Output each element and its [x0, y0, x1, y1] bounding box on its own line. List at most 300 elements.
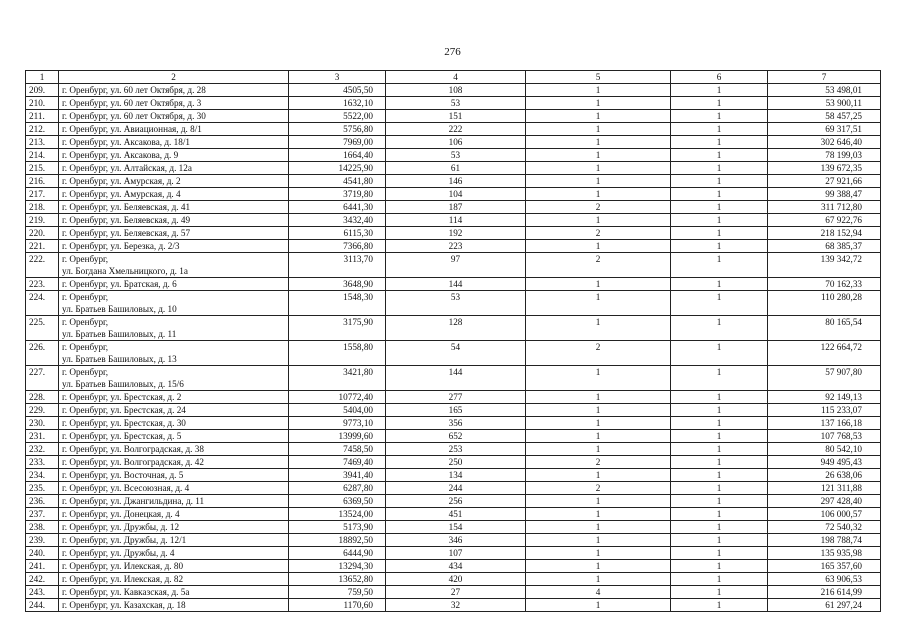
column-5-cell: 2: [526, 201, 671, 214]
table-row: [26, 586, 881, 599]
row-number: 244.: [26, 599, 59, 612]
address-cell: [59, 573, 289, 586]
row-number: 227.: [26, 366, 59, 391]
amount-cell: 311 712,80: [768, 201, 881, 214]
table-row: [26, 521, 881, 534]
area-cell: 1558,80: [289, 341, 386, 366]
column-6-cell: 1: [671, 291, 768, 316]
column-5-cell: 2: [526, 341, 671, 366]
table-row: [26, 456, 881, 469]
table-row: [26, 175, 881, 188]
address-cell: [59, 136, 289, 149]
table-row: [26, 547, 881, 560]
column-6-cell: 1: [671, 149, 768, 162]
column-6-cell: 1: [671, 495, 768, 508]
count-cell: 53: [386, 149, 526, 162]
address-cell: [59, 240, 289, 253]
table-row: [26, 341, 881, 366]
column-6-cell: 1: [671, 469, 768, 482]
address-line: г. Оренбург, ул. Брестская, д. 5: [62, 431, 182, 441]
address-line: г. Оренбург, ул. Дружбы, д. 4: [62, 548, 175, 558]
address-cell: [59, 586, 289, 599]
count-cell: 222: [386, 123, 526, 136]
column-5-cell: 1: [526, 534, 671, 547]
table-row: [26, 227, 881, 240]
count-cell: 54: [386, 341, 526, 366]
amount-cell: 72 540,32: [768, 521, 881, 534]
address-line: г. Оренбург, ул. Дружбы, д. 12/1: [62, 535, 187, 545]
column-6-cell: 1: [671, 508, 768, 521]
table-row: [26, 291, 881, 316]
area-cell: 4541,80: [289, 175, 386, 188]
address-cell: [59, 97, 289, 110]
count-cell: 253: [386, 443, 526, 456]
address-cell: [59, 391, 289, 404]
count-cell: 128: [386, 316, 526, 341]
address-cell: [59, 495, 289, 508]
row-number: 226.: [26, 341, 59, 366]
address-line: г. Оренбург, ул. Брестская, д. 30: [62, 418, 186, 428]
column-6-cell: 1: [671, 162, 768, 175]
row-number: 220.: [26, 227, 59, 240]
amount-cell: 121 311,88: [768, 482, 881, 495]
address-cell: [59, 278, 289, 291]
area-cell: 5404,00: [289, 404, 386, 417]
area-cell: 5173,90: [289, 521, 386, 534]
row-number: 238.: [26, 521, 59, 534]
count-cell: 108: [386, 84, 526, 97]
row-number: 239.: [26, 534, 59, 547]
table-row: [26, 443, 881, 456]
amount-cell: 57 907,80: [768, 366, 881, 391]
page-number: 276: [444, 46, 461, 58]
column-5-cell: 1: [526, 97, 671, 110]
area-cell: 1170,60: [289, 599, 386, 612]
area-cell: 10772,40: [289, 391, 386, 404]
column-5-cell: 1: [526, 110, 671, 123]
address-line: г. Оренбург, ул. Беляевская, д. 41: [62, 202, 191, 212]
address-line: г. Оренбург,: [62, 254, 109, 264]
address-cell: [59, 366, 289, 391]
count-cell: 104: [386, 188, 526, 201]
table-row: [26, 278, 881, 291]
column-6-cell: 1: [671, 586, 768, 599]
address-cell: [59, 316, 289, 341]
address-line: г. Оренбург, ул. Волгоградская, д. 42: [62, 457, 204, 467]
column-5-cell: 1: [526, 495, 671, 508]
count-cell: 356: [386, 417, 526, 430]
column-5-cell: 1: [526, 316, 671, 341]
amount-cell: 53 498,01: [768, 84, 881, 97]
column-6-cell: 1: [671, 521, 768, 534]
amount-cell: 115 233,07: [768, 404, 881, 417]
address-line-2: ул. Братьев Башиловых, д. 13: [62, 354, 177, 364]
column-5-cell: 1: [526, 443, 671, 456]
amount-cell: 78 199,03: [768, 149, 881, 162]
row-number: 230.: [26, 417, 59, 430]
address-line: г. Оренбург,: [62, 292, 109, 302]
count-cell: 114: [386, 214, 526, 227]
area-cell: 6287,80: [289, 482, 386, 495]
row-number: 215.: [26, 162, 59, 175]
column-6-cell: 1: [671, 240, 768, 253]
table-row: [26, 508, 881, 521]
address-cell: [59, 404, 289, 417]
area-cell: 3941,40: [289, 469, 386, 482]
address-line: г. Оренбург, ул. Донецкая, д. 4: [62, 509, 180, 519]
row-number: 218.: [26, 201, 59, 214]
address-line: г. Оренбург, ул. Волгоградская, д. 38: [62, 444, 204, 454]
area-cell: 3432,40: [289, 214, 386, 227]
row-number: 225.: [26, 316, 59, 341]
column-6-cell: 1: [671, 201, 768, 214]
area-cell: 7469,40: [289, 456, 386, 469]
address-line: г. Оренбург, ул. Илекская, д. 82: [62, 574, 184, 584]
area-cell: 3421,80: [289, 366, 386, 391]
amount-cell: 58 457,25: [768, 110, 881, 123]
table-row: [26, 84, 881, 97]
amount-cell: 139 672,35: [768, 162, 881, 175]
area-cell: 1632,10: [289, 97, 386, 110]
table-row: [26, 391, 881, 404]
area-cell: 9773,10: [289, 417, 386, 430]
area-cell: 3113,70: [289, 253, 386, 278]
table-row: [26, 366, 881, 391]
address-line: г. Оренбург, ул. Брестская, д. 24: [62, 405, 186, 415]
table-row: [26, 136, 881, 149]
area-cell: 5522,00: [289, 110, 386, 123]
count-cell: 53: [386, 291, 526, 316]
area-cell: 5756,80: [289, 123, 386, 136]
column-5-cell: 1: [526, 123, 671, 136]
count-cell: 420: [386, 573, 526, 586]
amount-cell: 110 280,28: [768, 291, 881, 316]
address-cell: [59, 110, 289, 123]
column-6-cell: 1: [671, 227, 768, 240]
column-6-cell: 1: [671, 175, 768, 188]
column-6-cell: 1: [671, 188, 768, 201]
amount-cell: 63 906,53: [768, 573, 881, 586]
column-5-cell: 1: [526, 84, 671, 97]
column-6-cell: 1: [671, 136, 768, 149]
table-row: [26, 430, 881, 443]
column-5-cell: 1: [526, 136, 671, 149]
column-6-cell: 1: [671, 341, 768, 366]
amount-cell: 26 638,06: [768, 469, 881, 482]
column-5-cell: 2: [526, 456, 671, 469]
table-row: [26, 495, 881, 508]
row-number: 214.: [26, 149, 59, 162]
count-cell: 165: [386, 404, 526, 417]
address-line-2: ул. Братьев Башиловых, д. 10: [62, 304, 177, 314]
address-cell: [59, 84, 289, 97]
amount-cell: 122 664,72: [768, 341, 881, 366]
count-cell: 256: [386, 495, 526, 508]
column-5-cell: 1: [526, 560, 671, 573]
table-row: [26, 469, 881, 482]
address-line: г. Оренбург, ул. Джангильдина, д. 11: [62, 496, 205, 506]
address-cell: [59, 482, 289, 495]
address-cell: [59, 469, 289, 482]
address-cell: [59, 560, 289, 573]
table-row: [26, 573, 881, 586]
address-line: г. Оренбург, ул. 60 лет Октября, д. 30: [62, 111, 206, 121]
row-number: 236.: [26, 495, 59, 508]
amount-cell: 68 385,37: [768, 240, 881, 253]
amount-cell: 135 935,98: [768, 547, 881, 560]
count-cell: 61: [386, 162, 526, 175]
table-row: [26, 534, 881, 547]
area-cell: 3175,90: [289, 316, 386, 341]
column-header: 5: [526, 71, 671, 84]
count-cell: 223: [386, 240, 526, 253]
table-row: [26, 149, 881, 162]
column-5-cell: 1: [526, 404, 671, 417]
address-cell: [59, 508, 289, 521]
address-line-2: ул. Богдана Хмельницкого, д. 1а: [62, 266, 188, 276]
count-cell: 53: [386, 97, 526, 110]
column-header: 2: [59, 71, 289, 84]
address-line: г. Оренбург, ул. 60 лет Октября, д. 28: [62, 85, 206, 95]
address-cell: [59, 123, 289, 136]
address-line: г. Оренбург, ул. Березка, д. 2/3: [62, 241, 180, 251]
address-cell: [59, 443, 289, 456]
amount-cell: 297 428,40: [768, 495, 881, 508]
address-line-2: ул. Братьев Башиловых, д. 15/6: [62, 379, 184, 389]
amount-cell: 165 357,60: [768, 560, 881, 573]
column-6-cell: 1: [671, 456, 768, 469]
column-5-cell: 1: [526, 417, 671, 430]
address-line: г. Оренбург, ул. Всесоюзная, д. 4: [62, 483, 190, 493]
table-row: [26, 201, 881, 214]
area-cell: 14225,90: [289, 162, 386, 175]
area-cell: 13524,00: [289, 508, 386, 521]
address-cell: [59, 430, 289, 443]
count-cell: 451: [386, 508, 526, 521]
amount-cell: 70 162,33: [768, 278, 881, 291]
row-number: 211.: [26, 110, 59, 123]
address-line: г. Оренбург, ул. Амурская, д. 4: [62, 189, 181, 199]
amount-cell: 53 900,11: [768, 97, 881, 110]
column-header: 7: [768, 71, 881, 84]
amount-cell: 949 495,43: [768, 456, 881, 469]
amount-cell: 69 317,51: [768, 123, 881, 136]
row-number: 212.: [26, 123, 59, 136]
address-cell: [59, 599, 289, 612]
count-cell: 151: [386, 110, 526, 123]
count-cell: 106: [386, 136, 526, 149]
amount-cell: 106 000,57: [768, 508, 881, 521]
area-cell: 6369,50: [289, 495, 386, 508]
address-line: г. Оренбург, ул. Казахская, д. 18: [62, 600, 186, 610]
column-5-cell: 1: [526, 599, 671, 612]
table-row: [26, 97, 881, 110]
column-6-cell: 1: [671, 443, 768, 456]
address-cell: [59, 175, 289, 188]
address-line: г. Оренбург, ул. Братская, д. 6: [62, 279, 177, 289]
count-cell: 154: [386, 521, 526, 534]
table-row: [26, 417, 881, 430]
amount-cell: 198 788,74: [768, 534, 881, 547]
address-cell: [59, 341, 289, 366]
column-5-cell: 2: [526, 227, 671, 240]
row-number: 216.: [26, 175, 59, 188]
amount-cell: 137 166,18: [768, 417, 881, 430]
address-cell: [59, 456, 289, 469]
address-cell: [59, 201, 289, 214]
address-line-2: ул. Братьев Башиловых, д. 11: [62, 329, 177, 339]
table-row: [26, 316, 881, 341]
column-header: 1: [26, 71, 59, 84]
row-number: 237.: [26, 508, 59, 521]
column-5-cell: 1: [526, 162, 671, 175]
column-6-cell: 1: [671, 214, 768, 227]
row-number: 243.: [26, 586, 59, 599]
area-cell: 13652,80: [289, 573, 386, 586]
amount-cell: 99 388,47: [768, 188, 881, 201]
area-cell: 1548,30: [289, 291, 386, 316]
row-number: 231.: [26, 430, 59, 443]
table-row: [26, 214, 881, 227]
column-6-cell: 1: [671, 599, 768, 612]
count-cell: 250: [386, 456, 526, 469]
housing-register-table: [25, 70, 881, 612]
column-5-cell: 2: [526, 253, 671, 278]
column-6-cell: 1: [671, 316, 768, 341]
column-6-cell: 1: [671, 560, 768, 573]
column-6-cell: 1: [671, 278, 768, 291]
row-number: 234.: [26, 469, 59, 482]
address-line: г. Оренбург, ул. Дружбы, д. 12: [62, 522, 180, 532]
column-5-cell: 1: [526, 214, 671, 227]
amount-cell: 218 152,94: [768, 227, 881, 240]
row-number: 241.: [26, 560, 59, 573]
count-cell: 107: [386, 547, 526, 560]
column-5-cell: 1: [526, 149, 671, 162]
count-cell: 244: [386, 482, 526, 495]
amount-cell: 27 921,66: [768, 175, 881, 188]
table-row: [26, 253, 881, 278]
table-row: [26, 404, 881, 417]
amount-cell: 80 165,54: [768, 316, 881, 341]
column-5-cell: 1: [526, 366, 671, 391]
count-cell: 192: [386, 227, 526, 240]
column-6-cell: 1: [671, 123, 768, 136]
address-line: г. Оренбург, ул. Амурская, д. 2: [62, 176, 181, 186]
column-6-cell: 1: [671, 391, 768, 404]
row-number: 209.: [26, 84, 59, 97]
address-cell: [59, 291, 289, 316]
column-header: 3: [289, 71, 386, 84]
address-line: г. Оренбург, ул. Илекская, д. 80: [62, 561, 184, 571]
count-cell: 144: [386, 278, 526, 291]
column-5-cell: 1: [526, 521, 671, 534]
row-number: 217.: [26, 188, 59, 201]
row-number: 219.: [26, 214, 59, 227]
count-cell: 134: [386, 469, 526, 482]
table-row: [26, 599, 881, 612]
column-5-cell: 1: [526, 240, 671, 253]
address-cell: [59, 521, 289, 534]
area-cell: 6115,30: [289, 227, 386, 240]
address-cell: [59, 417, 289, 430]
address-line: г. Оренбург,: [62, 367, 109, 377]
column-6-cell: 1: [671, 417, 768, 430]
column-5-cell: 1: [526, 188, 671, 201]
address-line: г. Оренбург, ул. 60 лет Октября, д. 3: [62, 98, 202, 108]
address-line: г. Оренбург, ул. Восточная, д. 5: [62, 470, 184, 480]
area-cell: 18892,50: [289, 534, 386, 547]
address-cell: [59, 547, 289, 560]
count-cell: 32: [386, 599, 526, 612]
column-6-cell: 1: [671, 404, 768, 417]
address-line: г. Оренбург,: [62, 317, 109, 327]
address-cell: [59, 162, 289, 175]
column-6-cell: 1: [671, 430, 768, 443]
row-number: 229.: [26, 404, 59, 417]
area-cell: 7458,50: [289, 443, 386, 456]
count-cell: 187: [386, 201, 526, 214]
table-row: [26, 110, 881, 123]
table-row: [26, 123, 881, 136]
row-number: 235.: [26, 482, 59, 495]
address-line: г. Оренбург,: [62, 342, 109, 352]
table-row: [26, 188, 881, 201]
count-cell: 346: [386, 534, 526, 547]
count-cell: 652: [386, 430, 526, 443]
column-5-cell: 1: [526, 508, 671, 521]
area-cell: 4505,50: [289, 84, 386, 97]
amount-cell: 139 342,72: [768, 253, 881, 278]
column-5-cell: 1: [526, 391, 671, 404]
count-cell: 146: [386, 175, 526, 188]
column-5-cell: 1: [526, 547, 671, 560]
count-cell: 277: [386, 391, 526, 404]
column-6-cell: 1: [671, 482, 768, 495]
amount-cell: 67 922,76: [768, 214, 881, 227]
column-6-cell: 1: [671, 84, 768, 97]
column-5-cell: 2: [526, 482, 671, 495]
address-line: г. Оренбург, ул. Аксакова, д. 18/1: [62, 137, 190, 147]
row-number: 232.: [26, 443, 59, 456]
table-row: [26, 240, 881, 253]
area-cell: 7366,80: [289, 240, 386, 253]
column-6-cell: 1: [671, 534, 768, 547]
row-number: 233.: [26, 456, 59, 469]
area-cell: 13294,30: [289, 560, 386, 573]
address-line: г. Оренбург, ул. Брестская, д. 2: [62, 392, 182, 402]
amount-cell: 107 768,53: [768, 430, 881, 443]
count-cell: 27: [386, 586, 526, 599]
address-line: г. Оренбург, ул. Алтайская, д. 12а: [62, 163, 192, 173]
row-number: 213.: [26, 136, 59, 149]
column-6-cell: 1: [671, 253, 768, 278]
column-6-cell: 1: [671, 573, 768, 586]
row-number: 221.: [26, 240, 59, 253]
column-5-cell: 4: [526, 586, 671, 599]
column-6-cell: 1: [671, 110, 768, 123]
row-number: 223.: [26, 278, 59, 291]
address-line: г. Оренбург, ул. Беляевская, д. 57: [62, 228, 191, 238]
address-line: г. Оренбург, ул. Авиационная, д. 8/1: [62, 124, 202, 134]
area-cell: 6444,90: [289, 547, 386, 560]
amount-cell: 302 646,40: [768, 136, 881, 149]
column-6-cell: 1: [671, 547, 768, 560]
address-line: г. Оренбург, ул. Аксакова, д. 9: [62, 150, 179, 160]
area-cell: 6441,30: [289, 201, 386, 214]
column-header: 4: [386, 71, 526, 84]
column-6-cell: 1: [671, 366, 768, 391]
